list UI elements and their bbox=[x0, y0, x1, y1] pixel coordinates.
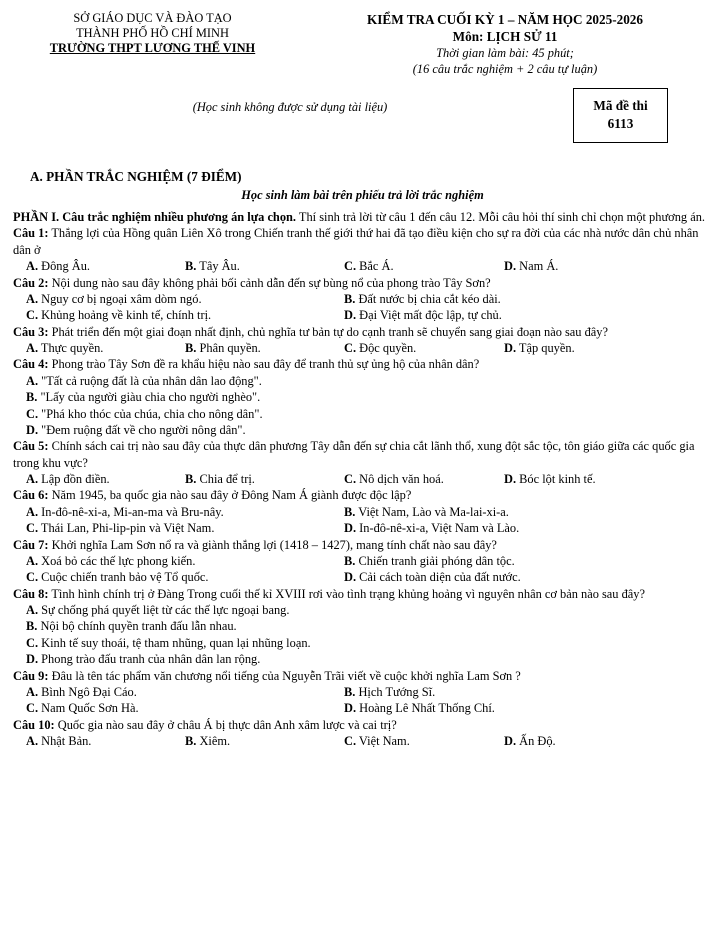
question-label: Câu 7: bbox=[13, 537, 49, 552]
question-text: Tình hình chính trị ở Đàng Trong cuối thế kỉ XVIII rơi vào tình trạng khủng hoảng vì nguyên nhân cơ bản nào sau đây? bbox=[51, 586, 645, 601]
section-subtitle: Học sinh làm bài trên phiếu trả lời trắc nghiệm bbox=[241, 188, 484, 202]
option-b[interactable]: B. Phân quyền. bbox=[185, 341, 261, 355]
question-text: Phát triển đến một giai đoạn nhất định, chủ nghĩa tư bản tự do cạnh tranh sẽ chuyển sang giai đoạn nào sau đây? bbox=[51, 324, 608, 339]
option-a[interactable]: A. Nhật Bản. bbox=[26, 734, 92, 748]
question bbox=[13, 668, 713, 717]
exam-code-value: 6113 bbox=[607, 115, 634, 131]
option-b[interactable]: B. Chiến tranh giải phóng dân tộc. bbox=[344, 553, 515, 568]
question-label: Câu 5: bbox=[13, 439, 49, 454]
option-a[interactable]: A. "Tất cả ruộng đất là của nhân dân lao động". bbox=[26, 373, 262, 388]
question bbox=[13, 356, 713, 438]
exam-code-label: Mã đề thi bbox=[593, 98, 648, 113]
option-c[interactable]: C. Nam Quốc Sơn Hà. bbox=[26, 701, 139, 716]
subject: Môn: LỊCH SỬ 11 bbox=[452, 29, 558, 45]
question-label: Câu 10: bbox=[13, 717, 55, 732]
exam-code-box bbox=[573, 88, 668, 143]
no-materials-note: (Học sinh không được sử dụng tài liệu) bbox=[192, 100, 388, 114]
option-c[interactable]: C. Cuộc chiến tranh bảo vệ Tổ quốc. bbox=[26, 570, 209, 585]
question-text: Phong trào Tây Sơn đề ra khẩu hiệu nào sau đây để tranh thủ sự ủng hộ của nhân dân? bbox=[51, 357, 480, 372]
section-title-text: A. PHẦN TRẮC NGHIỆM (7 ĐIỂM) bbox=[30, 169, 242, 184]
question-text: Năm 1945, ba quốc gia nào sau đây ở Đông Nam Á giành được độc lập? bbox=[51, 488, 412, 503]
option-a[interactable]: A. Nguy cơ bị ngoại xâm dòm ngó. bbox=[26, 291, 202, 306]
question bbox=[13, 438, 713, 487]
option-d[interactable]: D. Cải cách toàn diện của đất nước. bbox=[344, 570, 521, 585]
header-right bbox=[310, 11, 700, 78]
option-a[interactable]: A. Đông Âu. bbox=[26, 259, 91, 274]
question-label: Câu 1: bbox=[13, 226, 49, 241]
option-b[interactable]: B. Hịch Tướng Sĩ. bbox=[344, 684, 436, 699]
option-c[interactable]: C. Khủng hoảng về kinh tế, chính trị. bbox=[26, 308, 212, 323]
option-b[interactable]: B. Nội bộ chính quyền tranh đấu lẫn nhau. bbox=[26, 619, 237, 634]
option-a[interactable]: A. Sự chống phá quyết liệt từ các thế lực ngoại bang. bbox=[26, 603, 290, 617]
option-c[interactable]: C. Nô dịch văn hoá. bbox=[344, 472, 444, 486]
question-text: Nội dung nào sau đây không phải bối cảnh dẫn đến sự bùng nổ của phong trào Tây Sơn? bbox=[51, 275, 491, 290]
questions-body bbox=[13, 209, 713, 749]
option-a[interactable]: A. In-đô-nê-xi-a, Mi-an-ma và Bru-nây. bbox=[26, 504, 224, 519]
option-d[interactable]: D. Tập quyền. bbox=[504, 341, 575, 355]
part-instruction bbox=[13, 209, 713, 225]
question bbox=[13, 275, 713, 324]
school-name: TRƯỜNG THPT LƯƠNG THẾ VINH bbox=[49, 41, 256, 56]
question-text: Quốc gia nào sau đây ở châu Á bị thực dân Anh xâm lược và cai trị? bbox=[57, 717, 397, 732]
question-text: Khởi nghĩa Lam Sơn nổ ra và giành thắng lợi (1418 – 1427), mang tính chất nào sau đây? bbox=[51, 537, 497, 552]
question-label: Câu 9: bbox=[13, 668, 49, 683]
option-d[interactable]: D. Hoàng Lê Nhất Thống Chí. bbox=[344, 701, 495, 716]
option-d[interactable]: D. "Đem ruộng đất về cho người nông dân". bbox=[26, 422, 246, 437]
option-d[interactable]: D. Phong trào đấu tranh của nhân dân lan rộng. bbox=[26, 652, 261, 667]
option-b[interactable]: B. Xiêm. bbox=[185, 734, 231, 748]
question bbox=[13, 717, 713, 750]
question-label: Câu 4: bbox=[13, 357, 49, 372]
option-b[interactable]: B. "Lấy của người giàu chia cho người nghèo". bbox=[26, 390, 261, 405]
section-title bbox=[30, 168, 241, 185]
question bbox=[13, 487, 713, 536]
question-text: Đâu là tên tác phẩm văn chương nổi tiếng của Nguyễn Trãi viết về cuộc khởi nghĩa Lam Sơn ? bbox=[51, 668, 521, 683]
option-b[interactable]: B. Việt Nam, Lào và Ma-lai-xi-a. bbox=[344, 504, 509, 519]
option-b[interactable]: B. Chia để trị. bbox=[185, 472, 255, 486]
exam-title: KIỂM TRA CUỐI KỲ 1 – NĂM HỌC 2025-2026 bbox=[367, 12, 643, 27]
option-c[interactable]: C. Độc quyền. bbox=[344, 341, 417, 355]
question-text: Chính sách cai trị nào sau đây của thực dân phương Tây dẫn đến sự chia cắt lãnh thổ, xung đột sắc tộc, tôn giáo giữa các quốc gia trong khu vực? bbox=[13, 439, 695, 470]
part-label: PHẦN I. Câu trắc nghiệm nhiều phương án lựa chọn. bbox=[13, 210, 297, 224]
question-label: Câu 8: bbox=[13, 586, 49, 601]
option-d[interactable]: D. Nam Á. bbox=[504, 259, 559, 274]
option-a[interactable]: A. Thực quyền. bbox=[26, 341, 104, 355]
dept-line1: SỞ GIÁO DỤC VÀ ĐÀO TẠO bbox=[73, 11, 232, 25]
option-c[interactable]: C. "Phá kho thóc của chúa, chia cho nông dân". bbox=[26, 406, 263, 421]
question-label: Câu 3: bbox=[13, 324, 49, 339]
option-a[interactable]: A. Lập đồn điền. bbox=[26, 472, 110, 486]
question bbox=[13, 225, 713, 274]
option-b[interactable]: B. Đất nước bị chia cắt kéo dài. bbox=[344, 291, 501, 306]
question bbox=[13, 324, 713, 357]
option-c[interactable]: C. Thái Lan, Phi-lip-pin và Việt Nam. bbox=[26, 521, 215, 536]
option-b[interactable]: B. Tây Âu. bbox=[185, 259, 240, 274]
option-c[interactable]: C. Kinh tế suy thoái, tệ tham nhũng, quan lại nhũng loạn. bbox=[26, 635, 311, 650]
header-left bbox=[0, 11, 305, 56]
time-limit: Thời gian làm bài: 45 phút; bbox=[436, 46, 574, 61]
part-text: Thí sinh trả lời từ câu 1 đến câu 12. Mỗi câu hỏi thí sinh chỉ chọn một phương án. bbox=[298, 210, 705, 224]
option-d[interactable]: D. Bóc lột kinh tế. bbox=[504, 472, 596, 486]
option-d[interactable]: D. In-đô-nê-xi-a, Việt Nam và Lào. bbox=[344, 521, 520, 536]
option-c[interactable]: C. Bắc Á. bbox=[344, 259, 394, 274]
dept-line2: THÀNH PHỐ HỒ CHÍ MINH bbox=[76, 26, 229, 41]
option-c[interactable]: C. Việt Nam. bbox=[344, 734, 410, 748]
exam-structure: (16 câu trắc nghiệm + 2 câu tự luận) bbox=[412, 62, 598, 77]
question-label: Câu 6: bbox=[13, 488, 49, 503]
option-a[interactable]: A. Xoá bỏ các thế lực phong kiến. bbox=[26, 553, 196, 568]
option-a[interactable]: A. Bình Ngô Đại Cáo. bbox=[26, 684, 137, 699]
question-text: Thắng lợi của Hồng quân Liên Xô trong Chiến tranh thế giới thứ hai đã tạo điều kiện cho sự ra đời của các nhà nước dân chủ nhân dân ở bbox=[13, 226, 699, 257]
option-d[interactable]: D. Đại Việt mất độc lập, tự chủ. bbox=[344, 308, 502, 323]
question bbox=[13, 586, 713, 668]
option-d[interactable]: D. Ấn Độ. bbox=[504, 734, 556, 748]
question bbox=[13, 537, 713, 586]
question-label: Câu 2: bbox=[13, 275, 49, 290]
